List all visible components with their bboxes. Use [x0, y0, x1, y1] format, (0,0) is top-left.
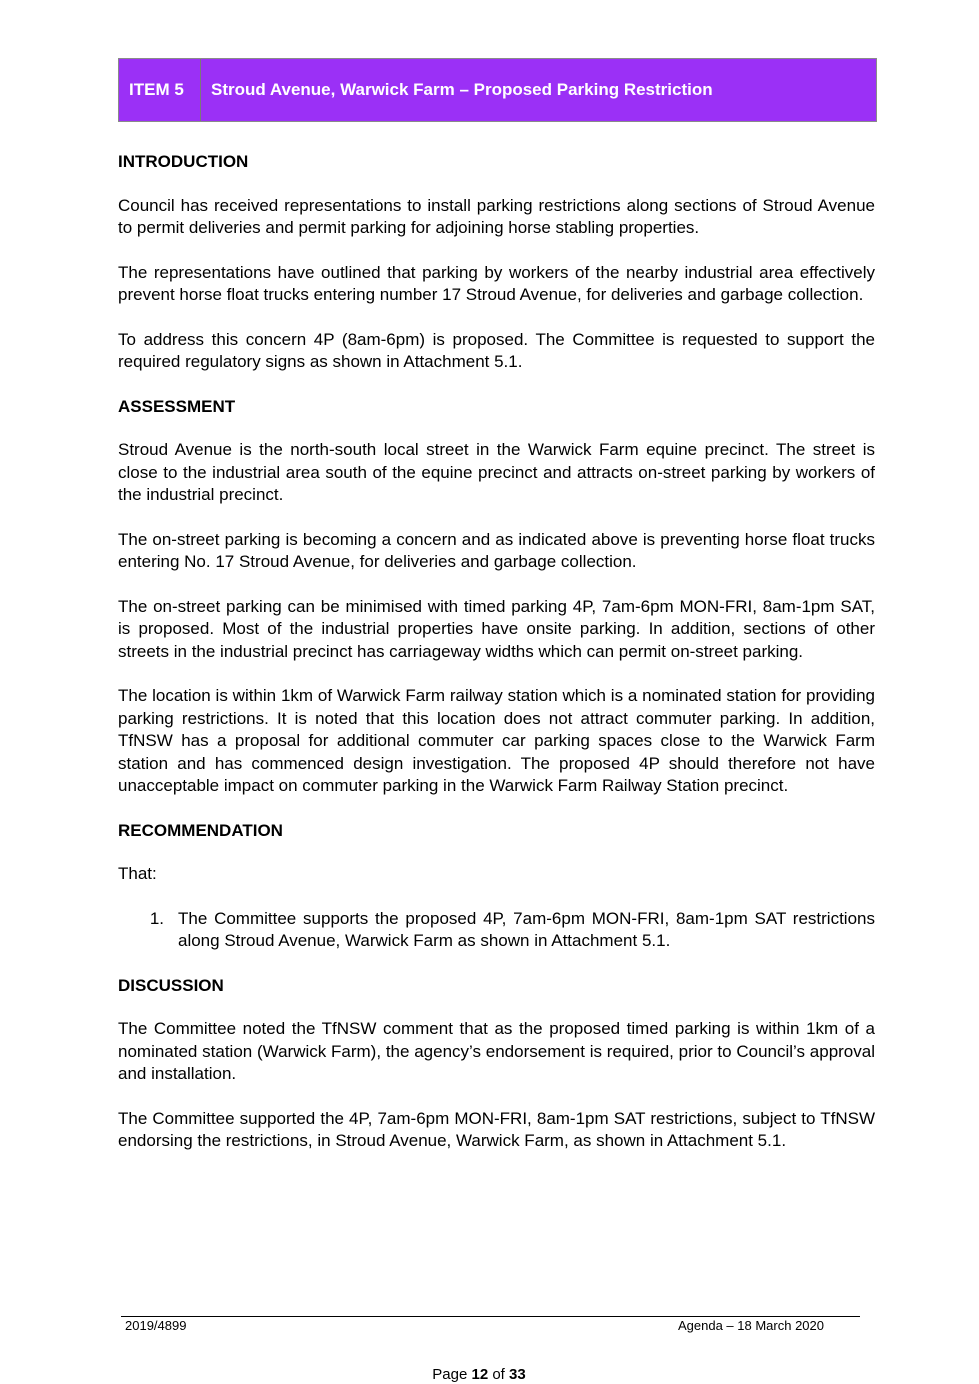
item-banner	[118, 58, 877, 122]
recommendation-heading: RECOMMENDATION	[118, 820, 283, 840]
page-current: 12	[471, 1366, 489, 1383]
document-body	[118, 151, 875, 1175]
list-item-number: 1.	[149, 908, 164, 928]
assessment-paragraph: The location is within 1km of Warwick Farm railway station which is a nominated station for providing parking restrictions. It is noted that this location does not attract commuter parking. In addition, TfNSW has a proposal for additional commuter car parking spaces close to the Warwick Farm station and has commenced design investigation. The proposed 4P should therefore not have unacceptable impact on commuter parking in the Warwick Farm Railway Station precinct.	[118, 686, 875, 795]
list-item	[118, 908, 875, 953]
page-of: of	[492, 1366, 505, 1383]
discussion-heading: DISCUSSION	[118, 975, 224, 995]
recommendation-list	[118, 908, 875, 953]
assessment-paragraph: Stroud Avenue is the north-south local street in the Warwick Farm equine precinct. The street is close to the industrial area south of the equine precinct and attracts on-street parking by workers of the industrial precinct.	[118, 440, 875, 504]
agenda-date: Agenda – 18 March 2020	[678, 1318, 824, 1333]
item-title: Stroud Avenue, Warwick Farm – Proposed Parking Restriction	[211, 80, 713, 99]
list-item-text: The Committee supports the proposed 4P, 7am-6pm MON-FRI, 8am-1pm SAT restrictions along Stroud Avenue, Warwick Farm as shown in Attachment 5.1.	[178, 908, 875, 950]
discussion-paragraph: The Committee noted the TfNSW comment that as the proposed timed parking is within 1km of a nominated station (Warwick Farm), the agency’s endorsement is required, prior to Council’s approval and installation.	[118, 1019, 875, 1083]
introduction-heading: INTRODUCTION	[118, 152, 249, 171]
introduction-paragraph: Council has received representations to install parking restrictions along sections of Stroud Avenue to permit deliveries and permit parking for adjoining horse stabling properties.	[118, 195, 875, 237]
discussion-paragraph: The Committee supported the 4P, 7am-6pm MON-FRI, 8am-1pm SAT restrictions, subject to TfNSW endorsing the restrictions, in Stroud Avenue, Warwick Farm, as shown in Attachment 5.1.	[118, 1108, 875, 1150]
assessment-paragraph: The on-street parking can be minimised with timed parking 4P, 7am-6pm MON-FRI, 8am-1pm SAT, is proposed. Most of the industrial properties have onsite parking. In addition, sections of other streets in the industrial precinct has carriageway widths which can permit on-street parking.	[118, 596, 875, 661]
introduction-paragraph: To address this concern 4P (8am-6pm) is proposed. The Committee is requested to support the required regulatory signs as shown in Attachment 5.1.	[118, 329, 875, 371]
recommendation-intro: That:	[118, 864, 157, 883]
item-number: ITEM 5	[119, 59, 201, 121]
introduction-paragraph: The representations have outlined that parking by workers of the nearby industrial area effectively prevent horse float trucks entering number 17 Stroud Avenue, for deliveries and garbage collection.	[118, 262, 875, 304]
page-prefix: Page	[432, 1366, 468, 1383]
assessment-paragraph: The on-street parking is becoming a concern and as indicated above is preventing horse float trucks entering No. 17 Stroud Avenue, for deliveries and garbage collection.	[118, 529, 875, 571]
page-number	[0, 1366, 958, 1383]
footer-divider	[121, 1316, 860, 1317]
document-reference: 2019/4899	[125, 1318, 187, 1333]
assessment-heading: ASSESSMENT	[118, 396, 236, 416]
page-total: 33	[509, 1366, 526, 1383]
